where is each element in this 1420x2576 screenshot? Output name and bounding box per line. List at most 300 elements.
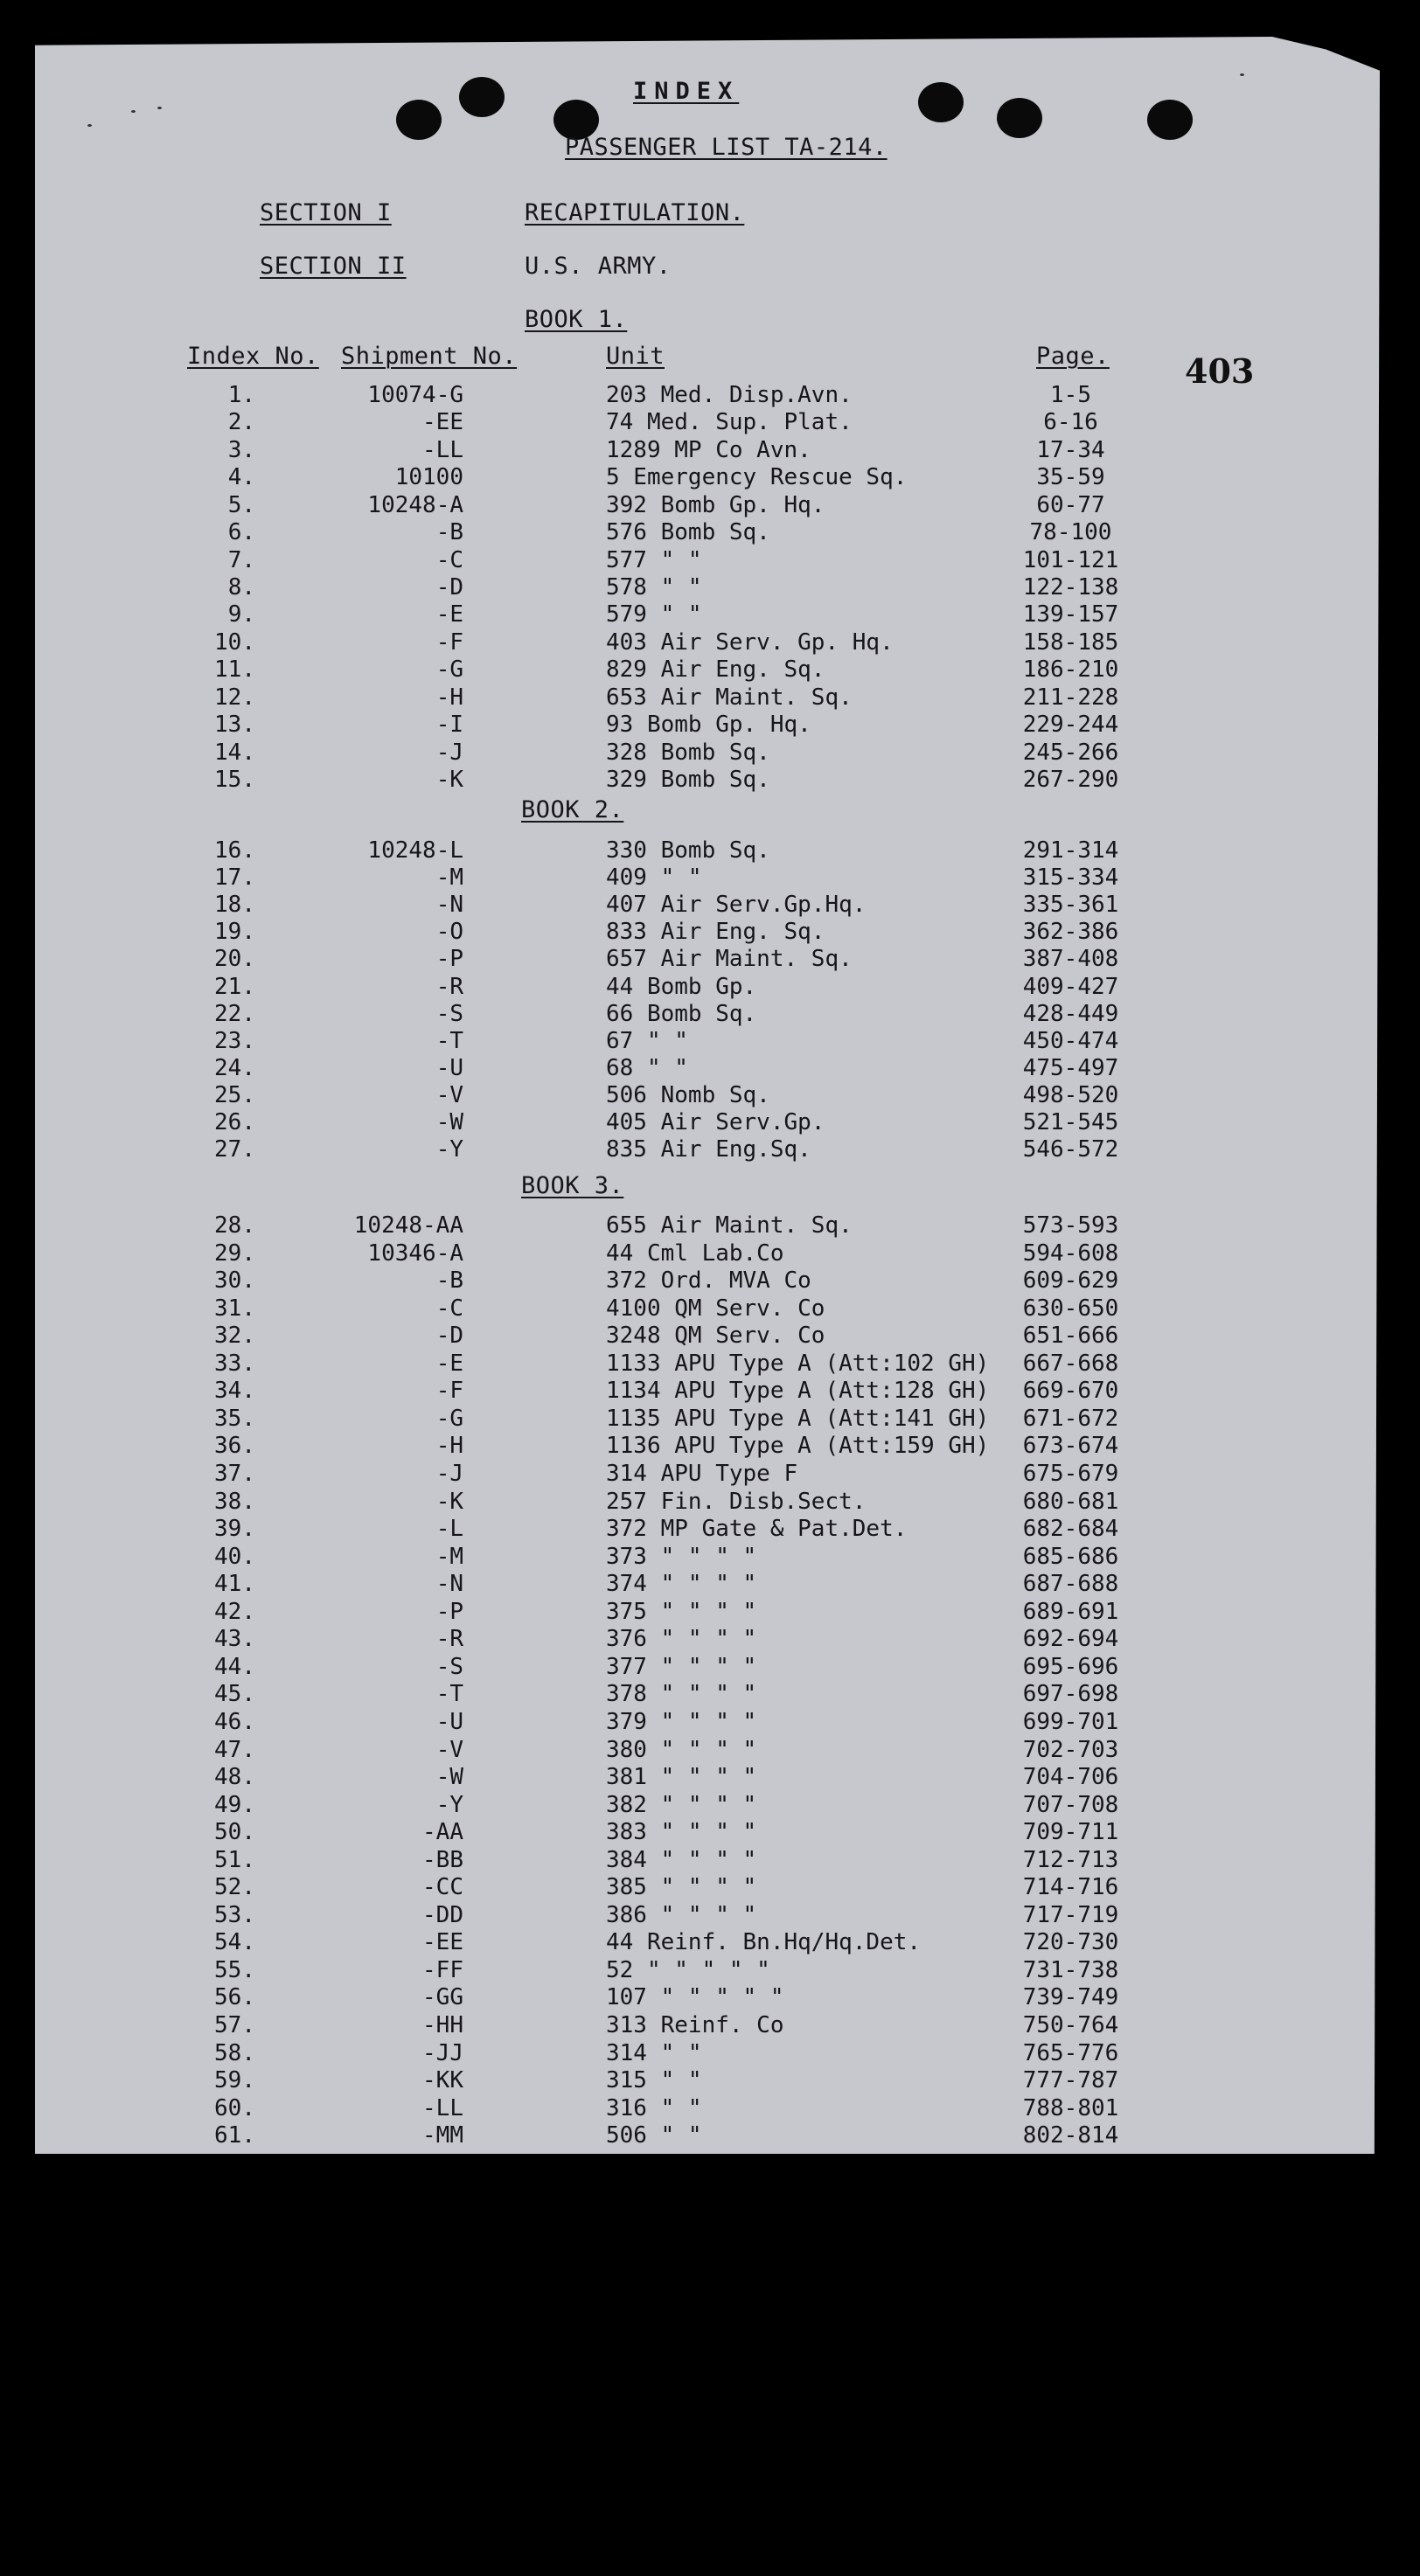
row-page-range: 291-314 — [1022, 837, 1119, 864]
row-shipment-number: -L — [435, 1516, 463, 1542]
row-page-range: 680-681 — [1022, 1488, 1119, 1515]
table-row — [0, 1323, 1420, 1350]
row-unit-name: 577 " " — [606, 546, 702, 573]
table-row — [0, 1654, 1420, 1681]
row-unit-name: 68 " " — [606, 1054, 688, 1081]
row-shipment-number: 10074-G — [367, 382, 463, 408]
row-page-range: 692-694 — [1022, 1626, 1119, 1653]
row-unit-name: 377 " " " " — [606, 1653, 757, 1680]
table-row — [0, 1295, 1420, 1323]
row-unit-name: 1133 APU Type A (Att:102 GH) — [606, 1350, 990, 1377]
table-row — [0, 519, 1420, 546]
column-header-index: Index No. — [187, 343, 319, 370]
row-shipment-number: 10248-L — [367, 837, 463, 864]
row-shipment-number: -G — [435, 1405, 463, 1432]
row-index-number: 9. — [227, 601, 255, 628]
row-shipment-number: -E — [435, 601, 463, 628]
row-page-range: 428-449 — [1022, 1000, 1119, 1027]
row-index-number: 12. — [214, 684, 255, 711]
section-value: U.S. ARMY. — [525, 253, 672, 280]
table-row — [0, 946, 1420, 973]
row-page-range: 546-572 — [1022, 1136, 1119, 1163]
table-row — [0, 1874, 1420, 1901]
table-row — [0, 1792, 1420, 1819]
row-page-range: 731-738 — [1022, 1956, 1119, 1983]
row-page-range: 315-334 — [1022, 864, 1119, 892]
table-row — [0, 1902, 1420, 1929]
row-index-number: 34. — [214, 1378, 255, 1405]
row-unit-name: 409 " " — [606, 864, 702, 892]
row-unit-name: 74 Med. Sup. Plat. — [606, 409, 853, 436]
row-shipment-number: -T — [435, 1027, 463, 1054]
row-unit-name: 833 Air Eng. Sq. — [606, 919, 825, 946]
row-page-range: 475-497 — [1022, 1054, 1119, 1081]
row-unit-name: 578 " " — [606, 574, 702, 601]
row-page-range: 245-266 — [1022, 739, 1119, 766]
row-shipment-number: -F — [435, 628, 463, 656]
table-row — [0, 1109, 1420, 1136]
table-row — [0, 409, 1420, 436]
row-unit-name: 392 Bomb Gp. Hq. — [606, 491, 825, 518]
row-index-number: 36. — [214, 1433, 255, 1460]
row-index-number: 26. — [214, 1108, 255, 1135]
table-row — [0, 919, 1420, 946]
row-page-range: 362-386 — [1022, 919, 1119, 946]
row-shipment-number: -V — [435, 1081, 463, 1108]
row-index-number: 24. — [214, 1054, 255, 1081]
table-row — [0, 1267, 1420, 1295]
row-page-range: 409-427 — [1022, 973, 1119, 1000]
row-index-number: 45. — [214, 1681, 255, 1708]
table-row — [0, 1082, 1420, 1109]
row-unit-name: 107 " " " " " — [606, 1984, 784, 2011]
row-index-number: 21. — [214, 973, 255, 1000]
row-page-range: 60-77 — [1036, 491, 1105, 518]
table-row — [0, 1847, 1420, 1874]
punch-hole — [396, 100, 442, 140]
row-index-number: 22. — [214, 1000, 255, 1027]
table-row — [0, 1406, 1420, 1433]
row-shipment-number: -F — [435, 1378, 463, 1405]
row-index-number: 2. — [227, 409, 255, 436]
table-row — [0, 892, 1420, 919]
row-index-number: 5. — [227, 491, 255, 518]
table-row — [0, 2067, 1420, 2094]
row-page-range: 697-698 — [1022, 1681, 1119, 1708]
row-page-range: 78-100 — [1029, 519, 1112, 546]
row-unit-name: 374 " " " " — [606, 1571, 757, 1598]
table-row — [0, 601, 1420, 628]
row-unit-name: 257 Fin. Disb.Sect. — [606, 1488, 867, 1515]
row-shipment-number: -Y — [435, 1136, 463, 1163]
table-row — [0, 547, 1420, 574]
row-index-number: 42. — [214, 1598, 255, 1625]
row-index-number: 28. — [214, 1212, 255, 1239]
row-unit-name: 313 Reinf. Co — [606, 2011, 784, 2038]
row-index-number: 4. — [227, 464, 255, 491]
table-row — [0, 1516, 1420, 1543]
row-unit-name: 372 Ord. MVA Co — [606, 1267, 811, 1295]
column-header-page: Page. — [1036, 343, 1110, 370]
row-page-range: 122-138 — [1022, 574, 1119, 601]
row-shipment-number: -E — [435, 1350, 463, 1377]
table-row — [0, 1929, 1420, 1956]
row-unit-name: 1135 APU Type A (Att:141 GH) — [606, 1405, 990, 1432]
row-unit-name: 384 " " " " — [606, 1846, 757, 1873]
row-index-number: 53. — [214, 1901, 255, 1928]
row-shipment-number: -JJ — [422, 2039, 463, 2066]
row-unit-name: 315 " " — [606, 2067, 702, 2094]
row-index-number: 44. — [214, 1653, 255, 1680]
row-index-number: 17. — [214, 864, 255, 892]
row-page-range: 777-787 — [1022, 2067, 1119, 2094]
table-row — [0, 2095, 1420, 2122]
row-unit-name: 67 " " — [606, 1027, 688, 1054]
punch-hole — [997, 98, 1042, 138]
row-index-number: 41. — [214, 1571, 255, 1598]
row-index-number: 38. — [214, 1488, 255, 1515]
row-shipment-number: -G — [435, 656, 463, 684]
row-shipment-number: -B — [435, 519, 463, 546]
row-shipment-number: -CC — [422, 1874, 463, 1901]
table-row — [0, 1819, 1420, 1846]
table-row — [0, 1212, 1420, 1239]
row-page-range: 139-157 — [1022, 601, 1119, 628]
row-index-number: 30. — [214, 1267, 255, 1295]
row-page-range: 669-670 — [1022, 1378, 1119, 1405]
row-unit-name: 1289 MP Co Avn. — [606, 436, 811, 463]
row-index-number: 3. — [227, 436, 255, 463]
row-unit-name: 579 " " — [606, 601, 702, 628]
page-stamp-number: 403 — [1185, 351, 1255, 391]
row-shipment-number: -LL — [422, 436, 463, 463]
row-page-range: 682-684 — [1022, 1516, 1119, 1542]
table-row — [0, 864, 1420, 892]
table-row — [0, 2122, 1420, 2149]
row-page-range: 714-716 — [1022, 1874, 1119, 1901]
table-row — [0, 1709, 1420, 1736]
row-page-range: 699-701 — [1022, 1708, 1119, 1735]
row-shipment-number: -C — [435, 1295, 463, 1322]
row-unit-name: 385 " " " " — [606, 1874, 757, 1901]
table-row — [0, 712, 1420, 739]
row-page-range: 671-672 — [1022, 1405, 1119, 1432]
row-unit-name: 4100 QM Serv. Co — [606, 1295, 825, 1322]
row-shipment-number: -DD — [422, 1901, 463, 1928]
table-row — [0, 492, 1420, 519]
row-page-range: 720-730 — [1022, 1929, 1119, 1956]
row-index-number: 40. — [214, 1543, 255, 1570]
document-subtitle: PASSENGER LIST TA-214. — [565, 134, 888, 161]
column-header-shipment: Shipment No. — [341, 343, 518, 370]
row-page-range: 765-776 — [1022, 2039, 1119, 2066]
row-page-range: 450-474 — [1022, 1027, 1119, 1054]
row-shipment-number: -D — [435, 1323, 463, 1350]
row-unit-name: 386 " " " " — [606, 1901, 757, 1928]
row-index-number: 48. — [214, 1764, 255, 1790]
row-page-range: 802-814 — [1022, 2122, 1119, 2149]
table-row — [0, 464, 1420, 491]
table-row — [0, 837, 1420, 864]
table-row — [0, 1571, 1420, 1598]
row-shipment-number: -H — [435, 684, 463, 711]
table-row — [0, 1957, 1420, 1984]
row-index-number: 32. — [214, 1323, 255, 1350]
row-index-number: 61. — [214, 2122, 255, 2149]
row-index-number: 18. — [214, 892, 255, 919]
table-row — [0, 684, 1420, 712]
row-shipment-number: -R — [435, 1626, 463, 1653]
row-page-range: 609-629 — [1022, 1267, 1119, 1295]
book-heading: BOOK 1. — [525, 306, 628, 333]
row-shipment-number: -EE — [422, 409, 463, 436]
row-index-number: 31. — [214, 1295, 255, 1322]
row-page-range: 594-608 — [1022, 1239, 1119, 1267]
row-shipment-number: 10248-A — [367, 491, 463, 518]
row-shipment-number: -KK — [422, 2067, 463, 2094]
row-index-number: 14. — [214, 739, 255, 766]
row-shipment-number: -U — [435, 1054, 463, 1081]
row-unit-name: 407 Air Serv.Gp.Hq. — [606, 892, 867, 919]
row-page-range: 186-210 — [1022, 656, 1119, 684]
table-row — [0, 437, 1420, 464]
row-unit-name: 3248 QM Serv. Co — [606, 1323, 825, 1350]
row-index-number: 46. — [214, 1708, 255, 1735]
section-label: SECTION II — [260, 253, 407, 280]
table-row — [0, 1240, 1420, 1267]
row-unit-name: 376 " " " " — [606, 1626, 757, 1653]
row-index-number: 37. — [214, 1461, 255, 1487]
row-page-range: 667-668 — [1022, 1350, 1119, 1377]
table-row — [0, 1737, 1420, 1764]
table-row — [0, 629, 1420, 656]
row-unit-name: 5 Emergency Rescue Sq. — [606, 464, 908, 491]
row-shipment-number: -J — [435, 1461, 463, 1487]
row-unit-name: 44 Reinf. Bn.Hq/Hq.Det. — [606, 1929, 922, 1956]
table-row — [0, 1681, 1420, 1708]
table-row — [0, 1599, 1420, 1626]
row-page-range: 1-5 — [1050, 382, 1091, 408]
punch-hole — [459, 77, 505, 117]
row-shipment-number: -FF — [422, 1956, 463, 1983]
row-page-range: 521-545 — [1022, 1108, 1119, 1135]
row-unit-name: 653 Air Maint. Sq. — [606, 684, 853, 711]
table-row — [0, 1055, 1420, 1082]
row-unit-name: 330 Bomb Sq. — [606, 837, 770, 864]
row-index-number: 39. — [214, 1516, 255, 1542]
table-row — [0, 1489, 1420, 1516]
row-page-range: 6-16 — [1043, 409, 1098, 436]
row-unit-name: 1136 APU Type A (Att:159 GH) — [606, 1433, 990, 1460]
row-unit-name: 655 Air Maint. Sq. — [606, 1212, 853, 1239]
row-shipment-number: -R — [435, 973, 463, 1000]
row-shipment-number: -H — [435, 1433, 463, 1460]
row-index-number: 49. — [214, 1791, 255, 1818]
row-page-range: 673-674 — [1022, 1433, 1119, 1460]
row-shipment-number: -D — [435, 574, 463, 601]
row-shipment-number: -N — [435, 1571, 463, 1598]
row-page-range: 158-185 — [1022, 628, 1119, 656]
row-index-number: 10. — [214, 628, 255, 656]
row-unit-name: 379 " " " " — [606, 1708, 757, 1735]
table-row — [0, 1984, 1420, 2011]
row-page-range: 651-666 — [1022, 1323, 1119, 1350]
row-index-number: 13. — [214, 712, 255, 739]
row-unit-name: 44 Cml Lab.Co — [606, 1239, 784, 1267]
row-page-range: 712-713 — [1022, 1846, 1119, 1873]
row-index-number: 47. — [214, 1736, 255, 1763]
row-unit-name: 66 Bomb Sq. — [606, 1000, 757, 1027]
row-shipment-number: -HH — [422, 2011, 463, 2038]
row-shipment-number: -M — [435, 864, 463, 892]
row-page-range: 675-679 — [1022, 1461, 1119, 1487]
row-page-range: 739-749 — [1022, 1984, 1119, 2011]
book-heading: BOOK 2. — [521, 796, 624, 823]
table-row — [0, 656, 1420, 684]
row-index-number: 15. — [214, 767, 255, 793]
row-unit-name: 403 Air Serv. Gp. Hq. — [606, 628, 894, 656]
row-page-range: 709-711 — [1022, 1819, 1119, 1846]
row-shipment-number: -N — [435, 892, 463, 919]
ink-speck — [157, 107, 162, 109]
row-index-number: 23. — [214, 1027, 255, 1054]
row-page-range: 687-688 — [1022, 1571, 1119, 1598]
row-unit-name: 314 APU Type F — [606, 1461, 798, 1487]
row-unit-name: 381 " " " " — [606, 1764, 757, 1790]
row-shipment-number: -C — [435, 546, 463, 573]
table-row — [0, 1350, 1420, 1378]
column-header-unit: Unit — [606, 343, 665, 370]
row-shipment-number: -W — [435, 1764, 463, 1790]
table-row — [0, 767, 1420, 794]
row-unit-name: 657 Air Maint. Sq. — [606, 946, 853, 973]
row-index-number: 29. — [214, 1239, 255, 1267]
table-row — [0, 2040, 1420, 2067]
row-shipment-number: -P — [435, 946, 463, 973]
row-index-number: 8. — [227, 574, 255, 601]
row-index-number: 43. — [214, 1626, 255, 1653]
row-shipment-number: -EE — [422, 1929, 463, 1956]
row-unit-name: 378 " " " " — [606, 1681, 757, 1708]
table-row — [0, 1378, 1420, 1405]
row-page-range: 704-706 — [1022, 1764, 1119, 1790]
row-page-range: 685-686 — [1022, 1543, 1119, 1570]
row-unit-name: 576 Bomb Sq. — [606, 519, 770, 546]
table-row — [0, 1461, 1420, 1488]
table-row — [0, 1626, 1420, 1653]
row-shipment-number: -BB — [422, 1846, 463, 1873]
row-index-number: 1. — [227, 382, 255, 408]
row-index-number: 51. — [214, 1846, 255, 1873]
row-shipment-number: -O — [435, 919, 463, 946]
row-shipment-number: -P — [435, 1598, 463, 1625]
ink-speck — [1240, 73, 1244, 76]
row-unit-name: 382 " " " " — [606, 1791, 757, 1818]
row-page-range: 101-121 — [1022, 546, 1119, 573]
row-page-range: 498-520 — [1022, 1081, 1119, 1108]
row-unit-name: 203 Med. Disp.Avn. — [606, 382, 853, 408]
row-shipment-number: 10100 — [394, 464, 463, 491]
row-unit-name: 1134 APU Type A (Att:128 GH) — [606, 1378, 990, 1405]
row-index-number: 35. — [214, 1405, 255, 1432]
row-index-number: 16. — [214, 837, 255, 864]
row-page-range: 689-691 — [1022, 1598, 1119, 1625]
row-index-number: 7. — [227, 546, 255, 573]
table-row — [0, 1544, 1420, 1571]
table-row — [0, 974, 1420, 1001]
row-page-range: 630-650 — [1022, 1295, 1119, 1322]
row-shipment-number: 10346-A — [367, 1239, 463, 1267]
row-shipment-number: -K — [435, 1488, 463, 1515]
row-page-range: 335-361 — [1022, 892, 1119, 919]
row-index-number: 59. — [214, 2067, 255, 2094]
row-page-range: 35-59 — [1036, 464, 1105, 491]
row-unit-name: 835 Air Eng.Sq. — [606, 1136, 811, 1163]
row-shipment-number: -LL — [422, 2094, 463, 2121]
row-index-number: 56. — [214, 1984, 255, 2011]
punch-hole — [1147, 100, 1193, 140]
book-heading: BOOK 3. — [521, 1172, 624, 1199]
row-page-range: 788-801 — [1022, 2094, 1119, 2121]
row-unit-name: 93 Bomb Gp. Hq. — [606, 712, 811, 739]
row-shipment-number: -W — [435, 1108, 463, 1135]
row-unit-name: 405 Air Serv.Gp. — [606, 1108, 825, 1135]
row-unit-name: 314 " " — [606, 2039, 702, 2066]
row-index-number: 57. — [214, 2011, 255, 2038]
row-unit-name: 375 " " " " — [606, 1598, 757, 1625]
row-shipment-number: -I — [435, 712, 463, 739]
row-shipment-number: -Y — [435, 1791, 463, 1818]
row-index-number: 54. — [214, 1929, 255, 1956]
row-shipment-number: -J — [435, 739, 463, 766]
row-shipment-number: -U — [435, 1708, 463, 1735]
row-unit-name: 329 Bomb Sq. — [606, 767, 770, 793]
row-unit-name: 52 " " " " " — [606, 1956, 770, 1983]
row-index-number: 58. — [214, 2039, 255, 2066]
row-page-range: 573-593 — [1022, 1212, 1119, 1239]
table-row — [0, 2012, 1420, 2039]
section-label: SECTION I — [260, 199, 392, 226]
row-page-range: 750-764 — [1022, 2011, 1119, 2038]
row-page-range: 17-34 — [1036, 436, 1105, 463]
table-row — [0, 1136, 1420, 1163]
row-page-range: 267-290 — [1022, 767, 1119, 793]
table-row — [0, 1764, 1420, 1791]
row-shipment-number: -MM — [422, 2122, 463, 2149]
row-index-number: 25. — [214, 1081, 255, 1108]
row-unit-name: 380 " " " " — [606, 1736, 757, 1763]
row-shipment-number: -S — [435, 1653, 463, 1680]
row-unit-name: 316 " " — [606, 2094, 702, 2121]
punch-hole — [918, 82, 964, 122]
table-row — [0, 739, 1420, 767]
table-row — [0, 1433, 1420, 1460]
row-index-number: 11. — [214, 656, 255, 684]
row-page-range: 702-703 — [1022, 1736, 1119, 1763]
row-unit-name: 829 Air Eng. Sq. — [606, 656, 825, 684]
row-unit-name: 44 Bomb Gp. — [606, 973, 757, 1000]
row-shipment-number: -S — [435, 1000, 463, 1027]
table-row — [0, 574, 1420, 601]
row-unit-name: 506 Nomb Sq. — [606, 1081, 770, 1108]
row-index-number: 55. — [214, 1956, 255, 1983]
row-shipment-number: -AA — [422, 1819, 463, 1846]
row-index-number: 6. — [227, 519, 255, 546]
row-unit-name: 506 " " — [606, 2122, 702, 2149]
row-page-range: 695-696 — [1022, 1653, 1119, 1680]
row-shipment-number: 10248-AA — [353, 1212, 463, 1239]
row-shipment-number: -K — [435, 767, 463, 793]
